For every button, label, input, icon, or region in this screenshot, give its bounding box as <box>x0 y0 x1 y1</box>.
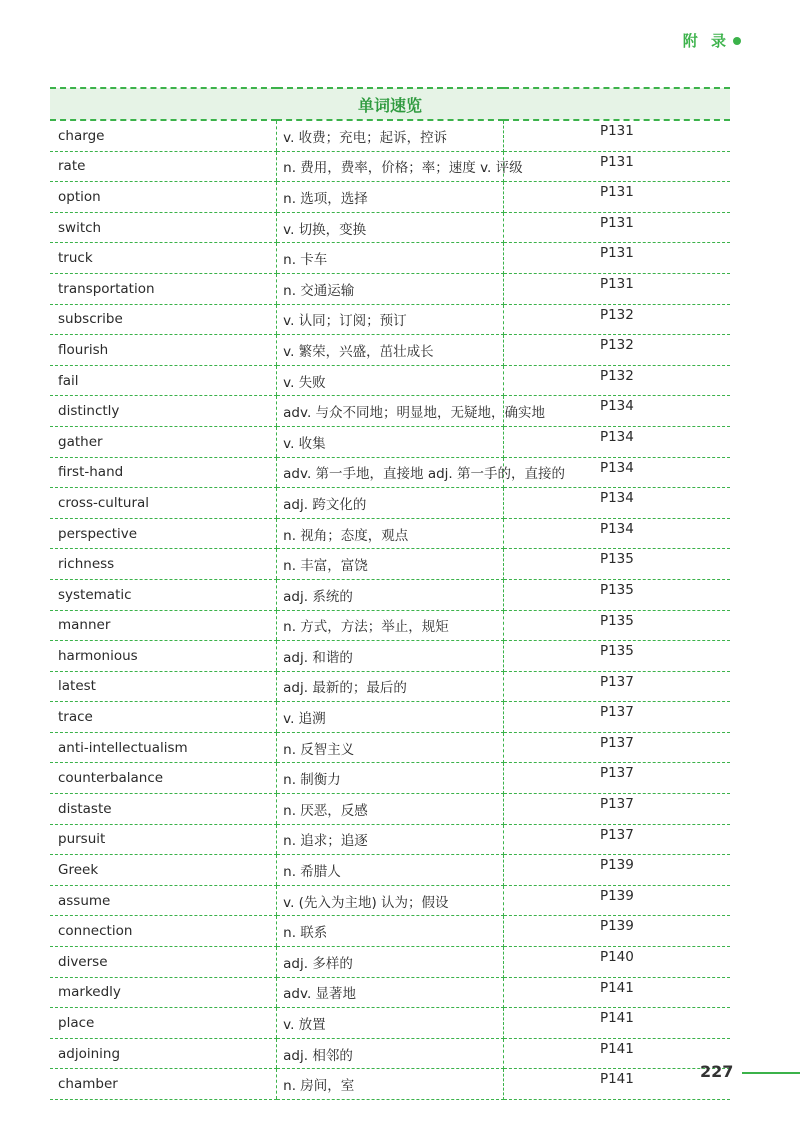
vocab-page-ref: P141 <box>503 1038 730 1069</box>
vocab-meaning: v. 收集 <box>277 426 504 457</box>
vocab-word: pursuit <box>50 824 277 855</box>
vocab-meaning: n. 厌恶，反感 <box>277 794 504 825</box>
vocab-page-ref: P132 <box>503 335 730 366</box>
table-row <box>50 488 730 519</box>
table-row <box>50 794 730 825</box>
vocab-word: perspective <box>50 518 277 549</box>
vocab-word: assume <box>50 885 277 916</box>
vocab-page-ref: P137 <box>503 794 730 825</box>
vocab-page-ref: P140 <box>503 947 730 978</box>
vocab-meaning: v. 收费；充电；起诉，控诉 <box>277 120 504 151</box>
vocab-page-ref: P134 <box>503 518 730 549</box>
vocab-meaning: n. 选项，选择 <box>277 182 504 213</box>
table-row <box>50 1069 730 1100</box>
vocab-word: manner <box>50 610 277 641</box>
table-row <box>50 304 730 335</box>
vocab-page-ref: P134 <box>503 457 730 488</box>
table-row <box>50 916 730 947</box>
vocab-page-ref: P139 <box>503 855 730 886</box>
vocab-word: subscribe <box>50 304 277 335</box>
vocab-page-ref: P132 <box>503 365 730 396</box>
vocab-meaning: n. 希腊人 <box>277 855 504 886</box>
vocab-meaning: n. 制衡力 <box>277 763 504 794</box>
vocab-word: connection <box>50 916 277 947</box>
table-row <box>50 1008 730 1039</box>
footer-divider <box>742 1072 800 1074</box>
vocab-word: diverse <box>50 947 277 978</box>
vocab-page-ref: P131 <box>503 151 730 182</box>
vocab-meaning: v. 放置 <box>277 1008 504 1039</box>
vocab-page-ref: P131 <box>503 120 730 151</box>
vocab-page-ref: P135 <box>503 641 730 672</box>
vocab-meaning: v. 切换，变换 <box>277 212 504 243</box>
table-row <box>50 182 730 213</box>
vocab-word: fail <box>50 365 277 396</box>
vocab-meaning: adj. 相邻的 <box>277 1038 504 1069</box>
vocab-meaning: adj. 最新的；最后的 <box>277 671 504 702</box>
vocab-meaning: n. 方式，方法；举止，规矩 <box>277 610 504 641</box>
table-row <box>50 702 730 733</box>
vocab-word: latest <box>50 671 277 702</box>
table-row <box>50 763 730 794</box>
table-row <box>50 885 730 916</box>
vocab-word: option <box>50 182 277 213</box>
vocab-meaning: n. 卡车 <box>277 243 504 274</box>
vocab-word: markedly <box>50 977 277 1008</box>
appendix-label: 附 录 <box>682 32 730 50</box>
vocab-word: truck <box>50 243 277 274</box>
page-number: 227 <box>700 1062 734 1081</box>
vocab-meaning: adj. 多样的 <box>277 947 504 978</box>
vocab-word: rate <box>50 151 277 182</box>
table-row <box>50 947 730 978</box>
vocab-word: harmonious <box>50 641 277 672</box>
vocab-word: chamber <box>50 1069 277 1100</box>
vocab-page-ref: P137 <box>503 763 730 794</box>
vocab-word: richness <box>50 549 277 580</box>
vocab-page-ref: P131 <box>503 212 730 243</box>
vocab-page-ref: P141 <box>503 1008 730 1039</box>
table-row <box>50 457 730 488</box>
table-row <box>50 610 730 641</box>
vocab-word: systematic <box>50 579 277 610</box>
table-row <box>50 641 730 672</box>
vocabulary-table <box>50 87 730 1100</box>
vocab-meaning: adv. 第一手地，直接地 adj. 第一手的，直接的 <box>277 457 504 488</box>
vocab-meaning: v. 追溯 <box>277 702 504 733</box>
vocab-meaning: v. 失败 <box>277 365 504 396</box>
vocab-word: distinctly <box>50 396 277 427</box>
vocab-meaning: adv. 与众不同地；明显地，无疑地，确实地 <box>277 396 504 427</box>
vocab-meaning: adj. 系统的 <box>277 579 504 610</box>
table-row <box>50 518 730 549</box>
vocab-page-ref: P134 <box>503 396 730 427</box>
vocab-word: transportation <box>50 273 277 304</box>
table-row <box>50 824 730 855</box>
table-row <box>50 243 730 274</box>
table-row <box>50 579 730 610</box>
vocab-word: gather <box>50 426 277 457</box>
vocab-page-ref: P135 <box>503 610 730 641</box>
table-row <box>50 426 730 457</box>
vocab-meaning: n. 视角；态度，观点 <box>277 518 504 549</box>
vocab-word: anti-intellectualism <box>50 732 277 763</box>
vocab-page-ref: P132 <box>503 304 730 335</box>
vocab-word: trace <box>50 702 277 733</box>
table-row <box>50 212 730 243</box>
table-row <box>50 549 730 580</box>
vocab-word: place <box>50 1008 277 1039</box>
vocab-page-ref: P137 <box>503 824 730 855</box>
vocab-meaning: v. (先入为主地) 认为；假设 <box>277 885 504 916</box>
vocab-page-ref: P131 <box>503 182 730 213</box>
table-row <box>50 671 730 702</box>
vocab-meaning: v. 认同；订阅；预订 <box>277 304 504 335</box>
vocab-word: charge <box>50 120 277 151</box>
table-row <box>50 151 730 182</box>
table-row <box>50 732 730 763</box>
vocab-page-ref: P137 <box>503 732 730 763</box>
table-row <box>50 855 730 886</box>
vocab-meaning: adj. 跨文化的 <box>277 488 504 519</box>
vocab-meaning: adv. 显著地 <box>277 977 504 1008</box>
vocab-word: cross-cultural <box>50 488 277 519</box>
table-row <box>50 335 730 366</box>
vocab-word: flourish <box>50 335 277 366</box>
vocab-page-ref: P141 <box>503 977 730 1008</box>
vocab-page-ref: P135 <box>503 579 730 610</box>
vocab-word: first-hand <box>50 457 277 488</box>
table-row <box>50 273 730 304</box>
table-row <box>50 396 730 427</box>
vocab-word: distaste <box>50 794 277 825</box>
vocab-meaning: adj. 和谐的 <box>277 641 504 672</box>
vocab-page-ref: P131 <box>503 243 730 274</box>
vocab-word: counterbalance <box>50 763 277 794</box>
vocab-meaning: n. 丰富，富饶 <box>277 549 504 580</box>
table-row <box>50 977 730 1008</box>
vocab-page-ref: P131 <box>503 273 730 304</box>
vocab-page-ref: P139 <box>503 885 730 916</box>
vocab-meaning: n. 房间，室 <box>277 1069 504 1100</box>
vocab-page-ref: P137 <box>503 671 730 702</box>
vocab-page-ref: P134 <box>503 426 730 457</box>
vocab-meaning: n. 追求；追逐 <box>277 824 504 855</box>
table-row <box>50 1038 730 1069</box>
vocab-meaning: n. 反智主义 <box>277 732 504 763</box>
vocab-meaning: n. 交通运输 <box>277 273 504 304</box>
table-row <box>50 365 730 396</box>
vocab-page-ref: P139 <box>503 916 730 947</box>
vocab-meaning: n. 联系 <box>277 916 504 947</box>
vocab-page-ref: P135 <box>503 549 730 580</box>
table-title: 单词速览 <box>50 88 730 120</box>
vocab-page-ref: P137 <box>503 702 730 733</box>
vocab-word: Greek <box>50 855 277 886</box>
vocabulary-table-body <box>50 120 730 1100</box>
appendix-dot-icon <box>733 37 741 45</box>
vocab-meaning: n. 费用，费率，价格；率；速度 v. 评级 <box>277 151 504 182</box>
vocab-word: switch <box>50 212 277 243</box>
vocab-page-ref: P141 <box>503 1069 730 1100</box>
vocab-word: adjoining <box>50 1038 277 1069</box>
table-row <box>50 120 730 151</box>
vocab-page-ref: P134 <box>503 488 730 519</box>
vocab-meaning: v. 繁荣，兴盛，茁壮成长 <box>277 335 504 366</box>
